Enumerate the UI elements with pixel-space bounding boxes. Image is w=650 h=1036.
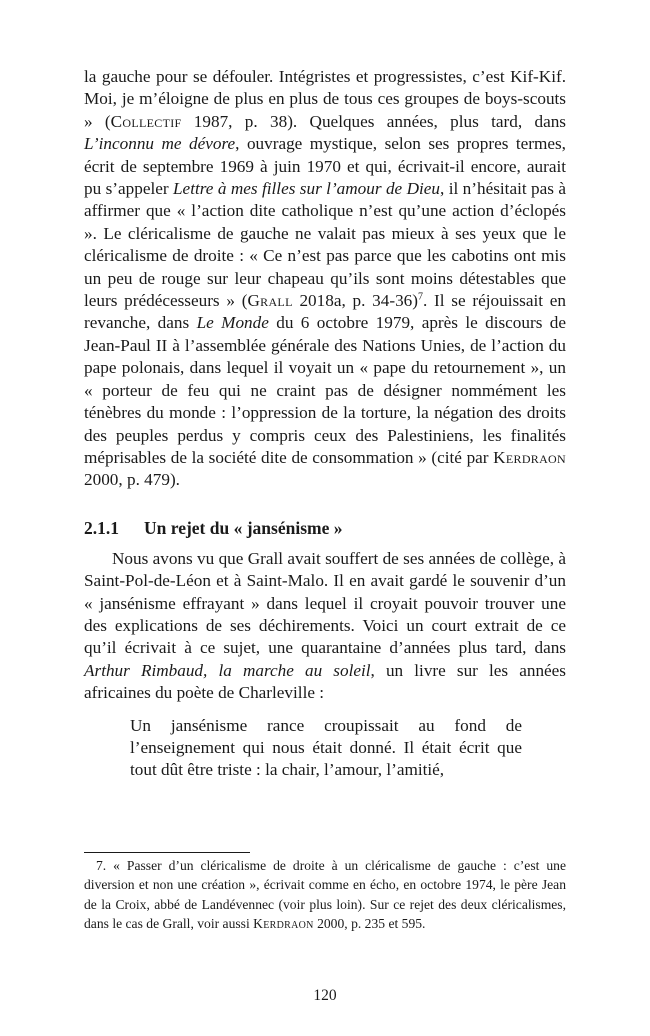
newspaper-title: Le Monde (196, 313, 269, 333)
block-quote: Un jansénisme rance croupissait au fond de l’enseignement qui nous était donné. Il était écrit que tout dût être triste : la chair, l’amour, l’amitié, (130, 715, 522, 780)
page-body (84, 66, 566, 782)
page-number: 120 (313, 987, 337, 1004)
footnote-label: 7. (96, 858, 107, 873)
footnote-reference[interactable]: 7 (418, 291, 423, 303)
citation-author-grall: Grall (247, 291, 293, 311)
footnote-citation-author: Kerdraon (253, 915, 314, 931)
paragraph-1: la gauche pour se défouler. Intégristes et progressistes, c’est Kif-Kif. Moi, je m’éloigne de plus en plus de tous ces groupes de boys-scouts » (Collectif 1987, p. 38). Quelques années, plus tard, dans L’inconnu me dévore, ouvrage mystique, selon ses propres termes, écrit de septembre 1969 à juin 1970 et qui, écrivait-il encore, aurait pu s’appeler Lettre à mes filles sur l’amour de Dieu, il n’hésitait pas à affirmer que « l’action dite catholique n’est qu’une action d’éclopés ». Le cléricalisme de gauche ne valait pas mieux à ses yeux que le cléricalisme de droite : « Ce n’est pas parce que les cabotins ont mis un peu de rouge sur leur chapeau qu’ils sont moins détestables que leurs prédécesseurs » (Grall 2018a, p. 34-36)$^7$. Il se réjouissait en revanche, dans Le Monde du 6 octobre 1979, après le discours de Jean-Paul II à l’assemblée générale des Nations Unies, de l’action du pape polonais, dans lequel il voyait un « pape du retournement », un « porteur de feu qui ne craint pas de désigner nommément les ténèbres du monde : l’oppression de la torture, la négation des droits des peuples perdus y compris ceux des Palestiniens, les finalités méprisables de la société dite de consommation » (cité par Kerdraon 2000, p. 479). (84, 67, 567, 490)
footnote-7: 7. « Passer d’un cléricalisme de droite à un cléricalisme de gauche : c’est une diversion et non une création », écrivait comme en écho, en octobre 1974, le père Jean de la Croix, abbé de Landévennec (voir plus loin). Sur ce rejet des deux cléricalismes, dans le cas de Grall, voir aussi Kerdraon 2000, p. 235 et 595. (84, 858, 566, 931)
citation-author-kerdraon: Kerdraon (493, 447, 566, 467)
section-number: 2.1.1 (84, 517, 119, 538)
citation-author-collectif: Collectif (110, 111, 182, 131)
section-title: Un rejet du « jansénisme » (144, 517, 343, 538)
section-heading (84, 516, 566, 540)
paragraph-2: Nous avons vu que Grall avait souffert de ses années de collège, à Saint-Pol-de-Léon et à Saint-Malo. Il en avait gardé le souvenir d’un « jansénisme effrayant » dans lequel il croyait pouvoir trouver une des explications de ses déchirements. Voici un court extrait de ce qu’il écrivait à ce sujet, une quarantaine d’années plus tard, dans Arthur Rimbaud, la marche au soleil, un livre sur les années africaines du poète de Charleville : (84, 548, 566, 703)
book-title-rimbaud: Arthur Rimbaud, la marche au soleil (84, 660, 371, 680)
book-title-inconnu: L’inconnu me dévore (84, 134, 236, 154)
book-title-lettre: Lettre à mes filles sur l’amour de Dieu (173, 179, 440, 199)
footnote-separator (84, 852, 250, 853)
